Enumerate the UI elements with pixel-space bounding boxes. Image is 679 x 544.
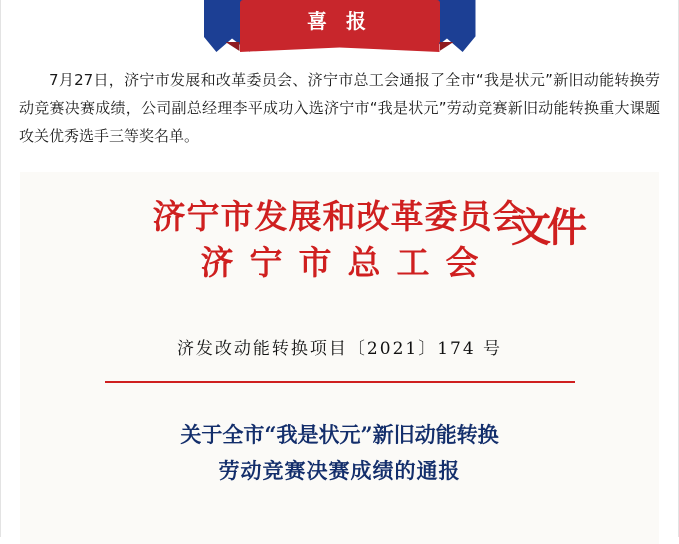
document-title-line1: 关于全市“我是状元”新旧动能转换 <box>180 422 499 447</box>
banner-fold-left-icon <box>226 42 240 51</box>
document-header-suffix: 文件 <box>511 204 583 251</box>
document-header-line2: 济宁市总工会 <box>200 243 495 282</box>
article-body <box>1 52 678 160</box>
document-title <box>20 417 659 489</box>
document-title-line2: 劳动竞赛决赛成绩的通报 <box>218 458 461 483</box>
document-inner <box>20 172 659 544</box>
article-paragraph: 7月27日，济宁市发展和改革委员会、济宁市总工会通报了全市“我是状元”新旧动能转换劳动竞赛决赛成绩，公司副总经理李平成功入选济宁市“我是状元”劳动竞赛新旧动能转换重大课题攻关优秀选手三等奖名单。 <box>19 71 660 145</box>
banner-fold-right-icon <box>440 42 454 51</box>
red-divider <box>105 381 575 383</box>
banner-title: 喜 报 <box>307 9 372 33</box>
document-number: 济发改动能转换项目〔2021〕174 号 <box>176 339 503 359</box>
banner-area <box>1 0 678 52</box>
scanned-document-image <box>20 172 659 544</box>
xibao-banner <box>240 0 440 52</box>
document-header-line1: 济宁市发展和改革委员会 <box>152 197 527 236</box>
document-header <box>20 194 659 286</box>
